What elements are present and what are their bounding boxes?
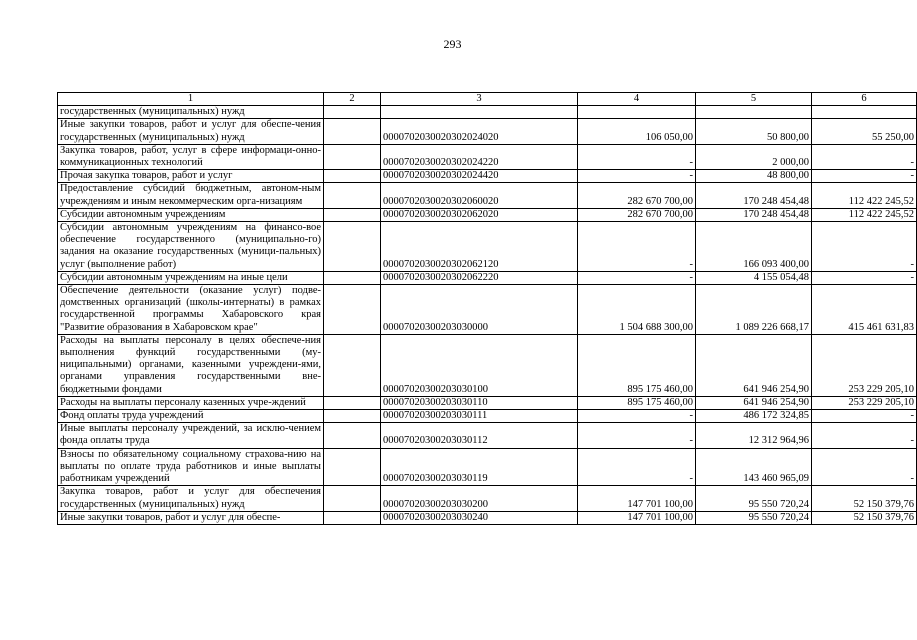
table-row <box>58 511 917 524</box>
row-value-col5: 95 550 720,24 <box>696 486 812 511</box>
row-value-col6: - <box>812 423 917 448</box>
row-name-cell: Субсидии автономным учреждениям на иные цели <box>58 271 324 284</box>
row-name-cell: Субсидии автономным учреждениям <box>58 208 324 221</box>
row-value-col6: - <box>812 271 917 284</box>
row-group-cell <box>324 222 381 272</box>
table-row <box>58 271 917 284</box>
row-code-cell: 00007020300203030119 <box>381 448 578 486</box>
row-value-col4: 106 050,00 <box>578 119 696 144</box>
row-code-cell: 00007020300203030200 <box>381 486 578 511</box>
row-group-cell <box>324 448 381 486</box>
row-value-col4: 895 175 460,00 <box>578 396 696 409</box>
table-row <box>58 170 917 183</box>
row-name-cell: Прочая закупка товаров, работ и услуг <box>58 170 324 183</box>
row-value-col6: 253 229 205,10 <box>812 396 917 409</box>
row-code-cell: 00007020300203030000 <box>381 285 578 335</box>
row-code-cell: 00007020300203030100 <box>381 334 578 396</box>
row-value-col6: 253 229 205,10 <box>812 334 917 396</box>
table-row <box>58 208 917 221</box>
row-value-col4: 282 670 700,00 <box>578 208 696 221</box>
row-value-col4: 147 701 100,00 <box>578 486 696 511</box>
row-code-cell <box>381 106 578 119</box>
row-group-cell <box>324 511 381 524</box>
row-value-col4: 895 175 460,00 <box>578 334 696 396</box>
row-value-col6: 112 422 245,52 <box>812 183 917 208</box>
row-group-cell <box>324 486 381 511</box>
row-name-cell: Обеспечение деятельности (оказание услуг) подве-домственных организаций (школы-интернаты) в рамках государственной программы Хабаровского края "Развитие образования в Хабаровском крае" <box>58 285 324 335</box>
table-row <box>58 486 917 511</box>
row-value-col6: 52 150 379,76 <box>812 486 917 511</box>
row-code-cell: 0000702030020302062020 <box>381 208 578 221</box>
column-header-3: 3 <box>381 93 578 106</box>
row-value-col5: 50 800,00 <box>696 119 812 144</box>
row-value-col5: 12 312 964,96 <box>696 423 812 448</box>
row-value-col5: 4 155 054,48 <box>696 271 812 284</box>
row-code-cell: 0000702030020302024420 <box>381 170 578 183</box>
row-value-col5: 641 946 254,90 <box>696 396 812 409</box>
row-value-col4: - <box>578 410 696 423</box>
row-group-cell <box>324 106 381 119</box>
row-name-cell: Иные закупки товаров, работ и услуг для обеспе- <box>58 511 324 524</box>
row-group-cell <box>324 144 381 169</box>
column-header-2: 2 <box>324 93 381 106</box>
row-value-col6: 52 150 379,76 <box>812 511 917 524</box>
row-code-cell: 00007020300203030112 <box>381 423 578 448</box>
row-name-cell: Взносы по обязательному социальному страхова-нию на выплаты по оплате труда работников и иные выплаты работникам учреждений <box>58 448 324 486</box>
row-value-col6: - <box>812 448 917 486</box>
row-value-col5: 170 248 454,48 <box>696 183 812 208</box>
row-value-col4: - <box>578 170 696 183</box>
row-value-col4: 282 670 700,00 <box>578 183 696 208</box>
row-code-cell: 0000702030020302024220 <box>381 144 578 169</box>
row-value-col4: - <box>578 271 696 284</box>
row-code-cell: 0000702030020302062220 <box>381 271 578 284</box>
row-name-cell: государственных (муниципальных) нужд <box>58 106 324 119</box>
row-group-cell <box>324 119 381 144</box>
column-header-4: 4 <box>578 93 696 106</box>
row-value-col6: - <box>812 222 917 272</box>
row-name-cell: Фонд оплаты труда учреждений <box>58 410 324 423</box>
table-row <box>58 285 917 335</box>
row-name-cell: Закупка товаров, работ и услуг для обеспечения государственных (муниципальных) нужд <box>58 486 324 511</box>
row-value-col5: 166 093 400,00 <box>696 222 812 272</box>
row-value-col6: - <box>812 144 917 169</box>
table-row <box>58 183 917 208</box>
row-group-cell <box>324 396 381 409</box>
row-group-cell <box>324 410 381 423</box>
row-code-cell: 0000702030020302060020 <box>381 183 578 208</box>
row-name-cell: Субсидии автономным учреждениям на финансо-вое обеспечение государственного (муниципально-го) задания на оказание государственных (муници-пальных) услуг (выполнение работ) <box>58 222 324 272</box>
table-row <box>58 119 917 144</box>
row-value-col6: 415 461 631,83 <box>812 285 917 335</box>
row-name-cell: Предоставление субсидий бюджетным, автоном-ным учреждениям и иным некоммерческим орга-низациям <box>58 183 324 208</box>
row-value-col5: 48 800,00 <box>696 170 812 183</box>
row-group-cell <box>324 183 381 208</box>
row-group-cell <box>324 334 381 396</box>
table-row <box>58 423 917 448</box>
row-value-col6 <box>812 106 917 119</box>
row-name-cell: Закупка товаров, работ, услуг в сфере информаци-онно-коммуникационных технологий <box>58 144 324 169</box>
row-value-col6: - <box>812 170 917 183</box>
column-header-5: 5 <box>696 93 812 106</box>
row-value-col4 <box>578 106 696 119</box>
row-name-cell: Расходы на выплаты персоналу в целях обеспече-ния выполнения функций государственными (му-ниципальными) органами, казенными учреждени-ями, органами управления государственными вне-бюджетными фондами <box>58 334 324 396</box>
column-header-1: 1 <box>58 93 324 106</box>
table-row <box>58 448 917 486</box>
row-group-cell <box>324 170 381 183</box>
row-code-cell: 0000702030020302062120 <box>381 222 578 272</box>
row-value-col6: 112 422 245,52 <box>812 208 917 221</box>
row-value-col5: 486 172 324,85 <box>696 410 812 423</box>
row-code-cell: 0000702030020302024020 <box>381 119 578 144</box>
header-row <box>58 93 917 106</box>
row-value-col6: 55 250,00 <box>812 119 917 144</box>
row-group-cell <box>324 208 381 221</box>
row-value-col6: - <box>812 410 917 423</box>
row-value-col5: 2 000,00 <box>696 144 812 169</box>
row-value-col5: 143 460 965,09 <box>696 448 812 486</box>
page-number: 293 <box>443 37 462 51</box>
row-value-col5: 1 089 226 668,17 <box>696 285 812 335</box>
table-row <box>58 144 917 169</box>
table-row <box>58 222 917 272</box>
row-group-cell <box>324 285 381 335</box>
row-group-cell <box>324 271 381 284</box>
table-row <box>58 106 917 119</box>
row-code-cell: 00007020300203030111 <box>381 410 578 423</box>
row-value-col4: - <box>578 144 696 169</box>
row-value-col4: - <box>578 222 696 272</box>
row-group-cell <box>324 423 381 448</box>
column-header-6: 6 <box>812 93 917 106</box>
row-name-cell: Расходы на выплаты персоналу казенных учре-ждений <box>58 396 324 409</box>
row-value-col5: 641 946 254,90 <box>696 334 812 396</box>
row-value-col4: 147 701 100,00 <box>578 511 696 524</box>
table-row <box>58 410 917 423</box>
row-value-col4: - <box>578 423 696 448</box>
row-name-cell: Иные выплаты персоналу учреждений, за исклю-чением фонда оплаты труда <box>58 423 324 448</box>
budget-table <box>57 92 917 525</box>
row-value-col4: - <box>578 448 696 486</box>
table-row <box>58 396 917 409</box>
row-value-col5: 95 550 720,24 <box>696 511 812 524</box>
row-code-cell: 00007020300203030240 <box>381 511 578 524</box>
row-value-col4: 1 504 688 300,00 <box>578 285 696 335</box>
row-name-cell: Иные закупки товаров, работ и услуг для обеспе-чения государственных (муниципальных) нужд <box>58 119 324 144</box>
row-code-cell: 00007020300203030110 <box>381 396 578 409</box>
row-value-col5 <box>696 106 812 119</box>
row-value-col5: 170 248 454,48 <box>696 208 812 221</box>
table-row <box>58 334 917 396</box>
